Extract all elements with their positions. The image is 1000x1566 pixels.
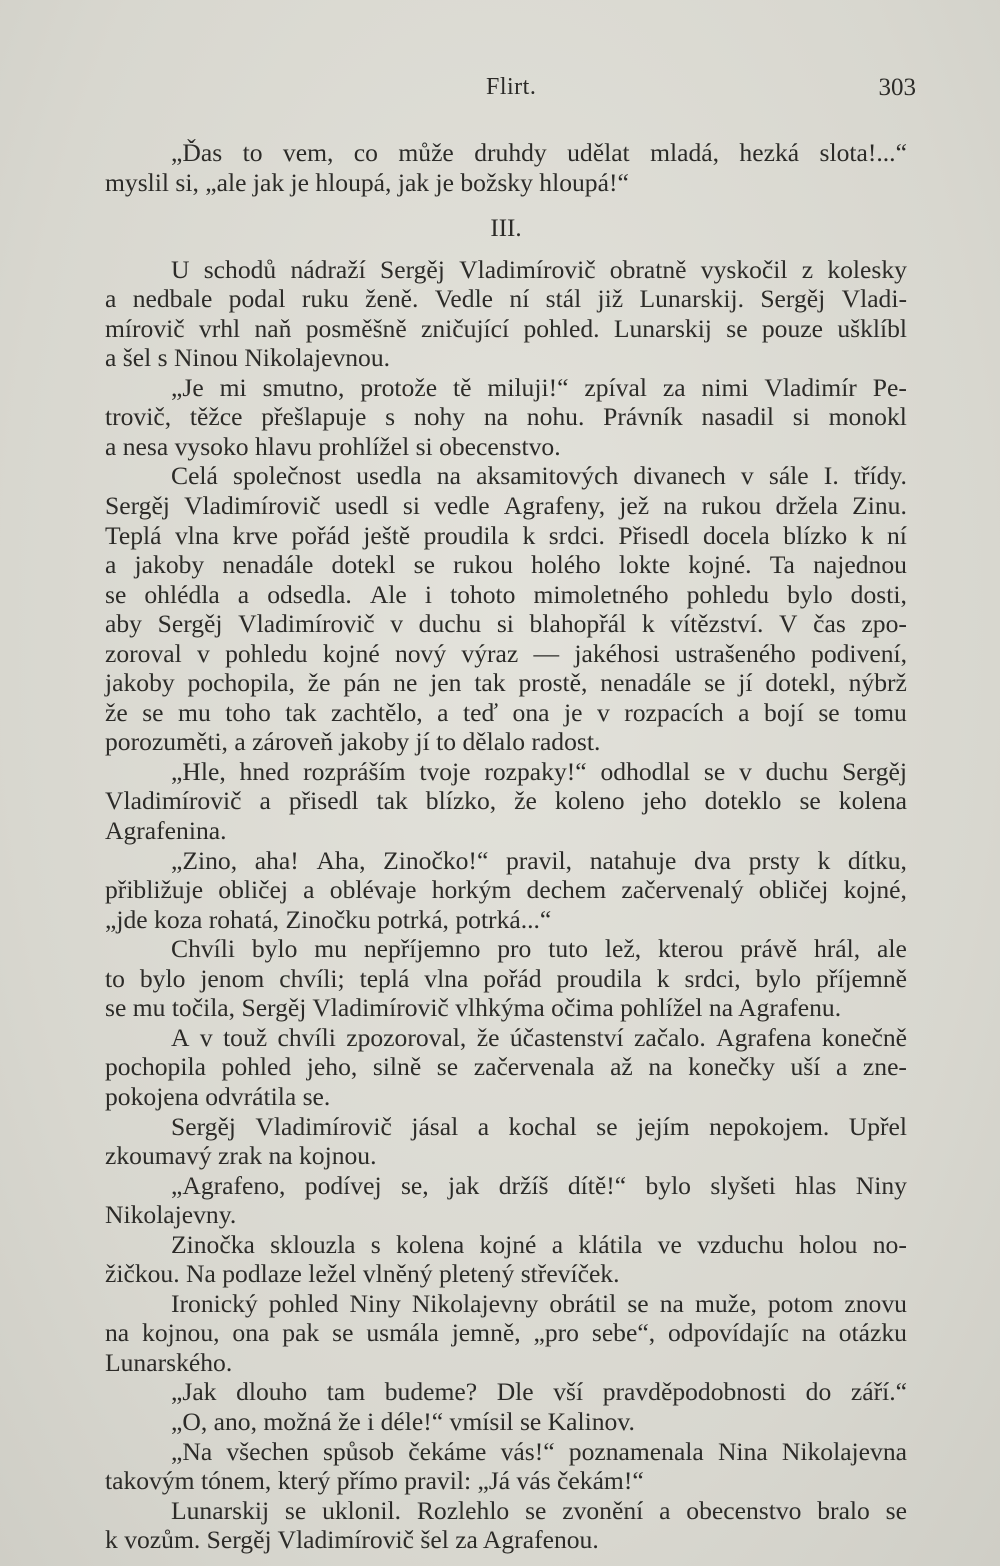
text-line: Ironický pohled Niny Nikolajevny obrátil se na muže, potom znovu [171,1288,907,1318]
text-line: Nikolajevny. [105,1200,237,1230]
text-line: se mu točila, Sergěj Vladimírovič vlhkýma očima pohlížel na Agrafenu. [105,993,842,1023]
text-line: „Ďas to vem, co může druhdy udělat mladá, hezká slota!...“ [171,138,907,167]
text-line: Chvíli bylo mu nepříjemno pro tuto lež, kterou právě hrál, ale [171,934,907,964]
text-line: U schodů nádraží Sergěj Vladimírovič obratně vyskočil z kolesky [171,254,907,284]
text-line: pochopila pohled jeho, silně se začervenala až na konečky uší a zne- [105,1052,907,1082]
text-line: „Jak dlouho tam budeme? Dle vší pravděpodobnosti do září.“ [171,1377,907,1407]
text-line: že se mu toho tak zachtělo, a teď ona je v rozpacích a bojí se tomu [105,697,907,727]
text-line: Agrafenina. [105,816,227,846]
text-line: „Je mi smutno, protože tě miluji!“ zpíval za nimi Vladimír Pe- [171,372,907,402]
text-line: „Hle, hned rozpráším tvoje rozpaky!“ odhodlal se v duchu Sergěj [171,756,907,786]
text-line: na kojnou, ona pak se usmála jemně, „pro sebe“, odpovídajíc na otázku [105,1318,907,1348]
text-line: Teplá vlna krve pořád ještě proudila k srdci. Přisedl docela blízko k ní [105,520,907,550]
running-title: Flirt. [486,74,537,100]
page-number: 303 [878,74,916,101]
text-line: trovič, těžce přešlapuje s nohy na nohu. Právník nasadil si monokl [105,402,907,432]
text-line: a šel s Ninou Nikolajevnou. [105,343,391,373]
text-line: k vozům. Sergěj Vladimírovič šel za Agrafenou. [105,1525,599,1555]
text-line: aby Sergěj Vladimírovič v duchu si blahopřál k vítězství. V čas zpo- [105,609,907,639]
text-line: pokojena odvrátila se. [105,1081,331,1111]
text-line: porozuměti, a zároveň jakoby jí to dělalo radost. [105,727,601,757]
text-line: a jakoby nenadále dotekl se rukou holého lokte kojné. Ta najednou [105,550,907,580]
text-line: žičkou. Na podlaze ležel vlněný pletený střevíček. [105,1259,620,1289]
text-line: Celá společnost usedla na aksamitových divanech v sále I. třídy. [171,461,907,491]
text-line: „O, ano, možná že i déle!“ vmísil se Kalinov. [171,1406,635,1436]
page-header [0,74,1000,104]
text-line: zkoumavý zrak na kojnou. [105,1141,377,1171]
text-line: Sergěj Vladimírovič usedl si vedle Agrafeny, jež na rukou držela Zinu. [105,491,907,521]
text-line: „jde koza rohatá, Zinočku potrká, potrká...“ [105,904,552,934]
text-line: myslil si, „ale jak je hloupá, jak je božsky hloupá!“ [105,167,629,197]
text-line: Sergěj Vladimírovič jásal a kochal se jejím nepokojem. Upřel [171,1111,907,1141]
text-line: a nesa vysoko hlavu prohlížel si obecenstvo. [105,431,561,461]
text-line: to bylo jenom chvíli; teplá vlna pořád proudila k srdci, bylo příjemně [105,963,907,993]
text-line: takovým tónem, který přímo pravil: „Já vás čekám!“ [105,1466,644,1496]
section-heading: III. [490,215,522,243]
text-line: jakoby pochopila, že pán ne jen tak prostě, nenadále se jí dotekl, nýbrž [105,668,907,698]
text-line: zoroval v pohledu kojné nový výraz — jakéhosi ustrašeného podivení, [105,638,907,668]
text-line: přibližuje obličej a oblévaje horkým dechem začervenalý obličej kojné, [105,875,907,905]
text-line: a nedbale podal ruku ženě. Vedle ní stál již Lunarskij. Sergěj Vladi- [105,284,907,314]
text-line: mírovič vrhl naň posměšně zničující pohled. Lunarskij se pouze ušklíbl [105,313,907,343]
text-line: „Zino, aha! Aha, Zinočko!“ pravil, natahuje dva prsty k dítku, [171,845,907,875]
text-line: Zinočka sklouzla s kolena kojné a klátila ve vzduchu holou no- [171,1229,907,1259]
body-text [105,138,907,1555]
text-line: A v touž chvíli zpozoroval, že účastenství začalo. Agrafena konečně [171,1022,907,1052]
text-line: Vladimírovič a přisedl tak blízko, že koleno jeho doteklo se kolena [105,786,907,816]
text-line: se ohlédla a odsedla. Ale i tohoto mimoletného pohledu bylo dosti, [105,579,907,609]
text-line: Lunarskij se uklonil. Rozlehlo se zvonění a obecenstvo bralo se [171,1495,907,1525]
text-line: Lunarského. [105,1347,233,1377]
text-line: „Agrafeno, podívej se, jak držíš dítě!“ bylo slyšeti hlas Niny [171,1170,907,1200]
text-line: „Na všechen spůsob čekáme vás!“ poznamenala Nina Nikolajevna [171,1436,907,1466]
